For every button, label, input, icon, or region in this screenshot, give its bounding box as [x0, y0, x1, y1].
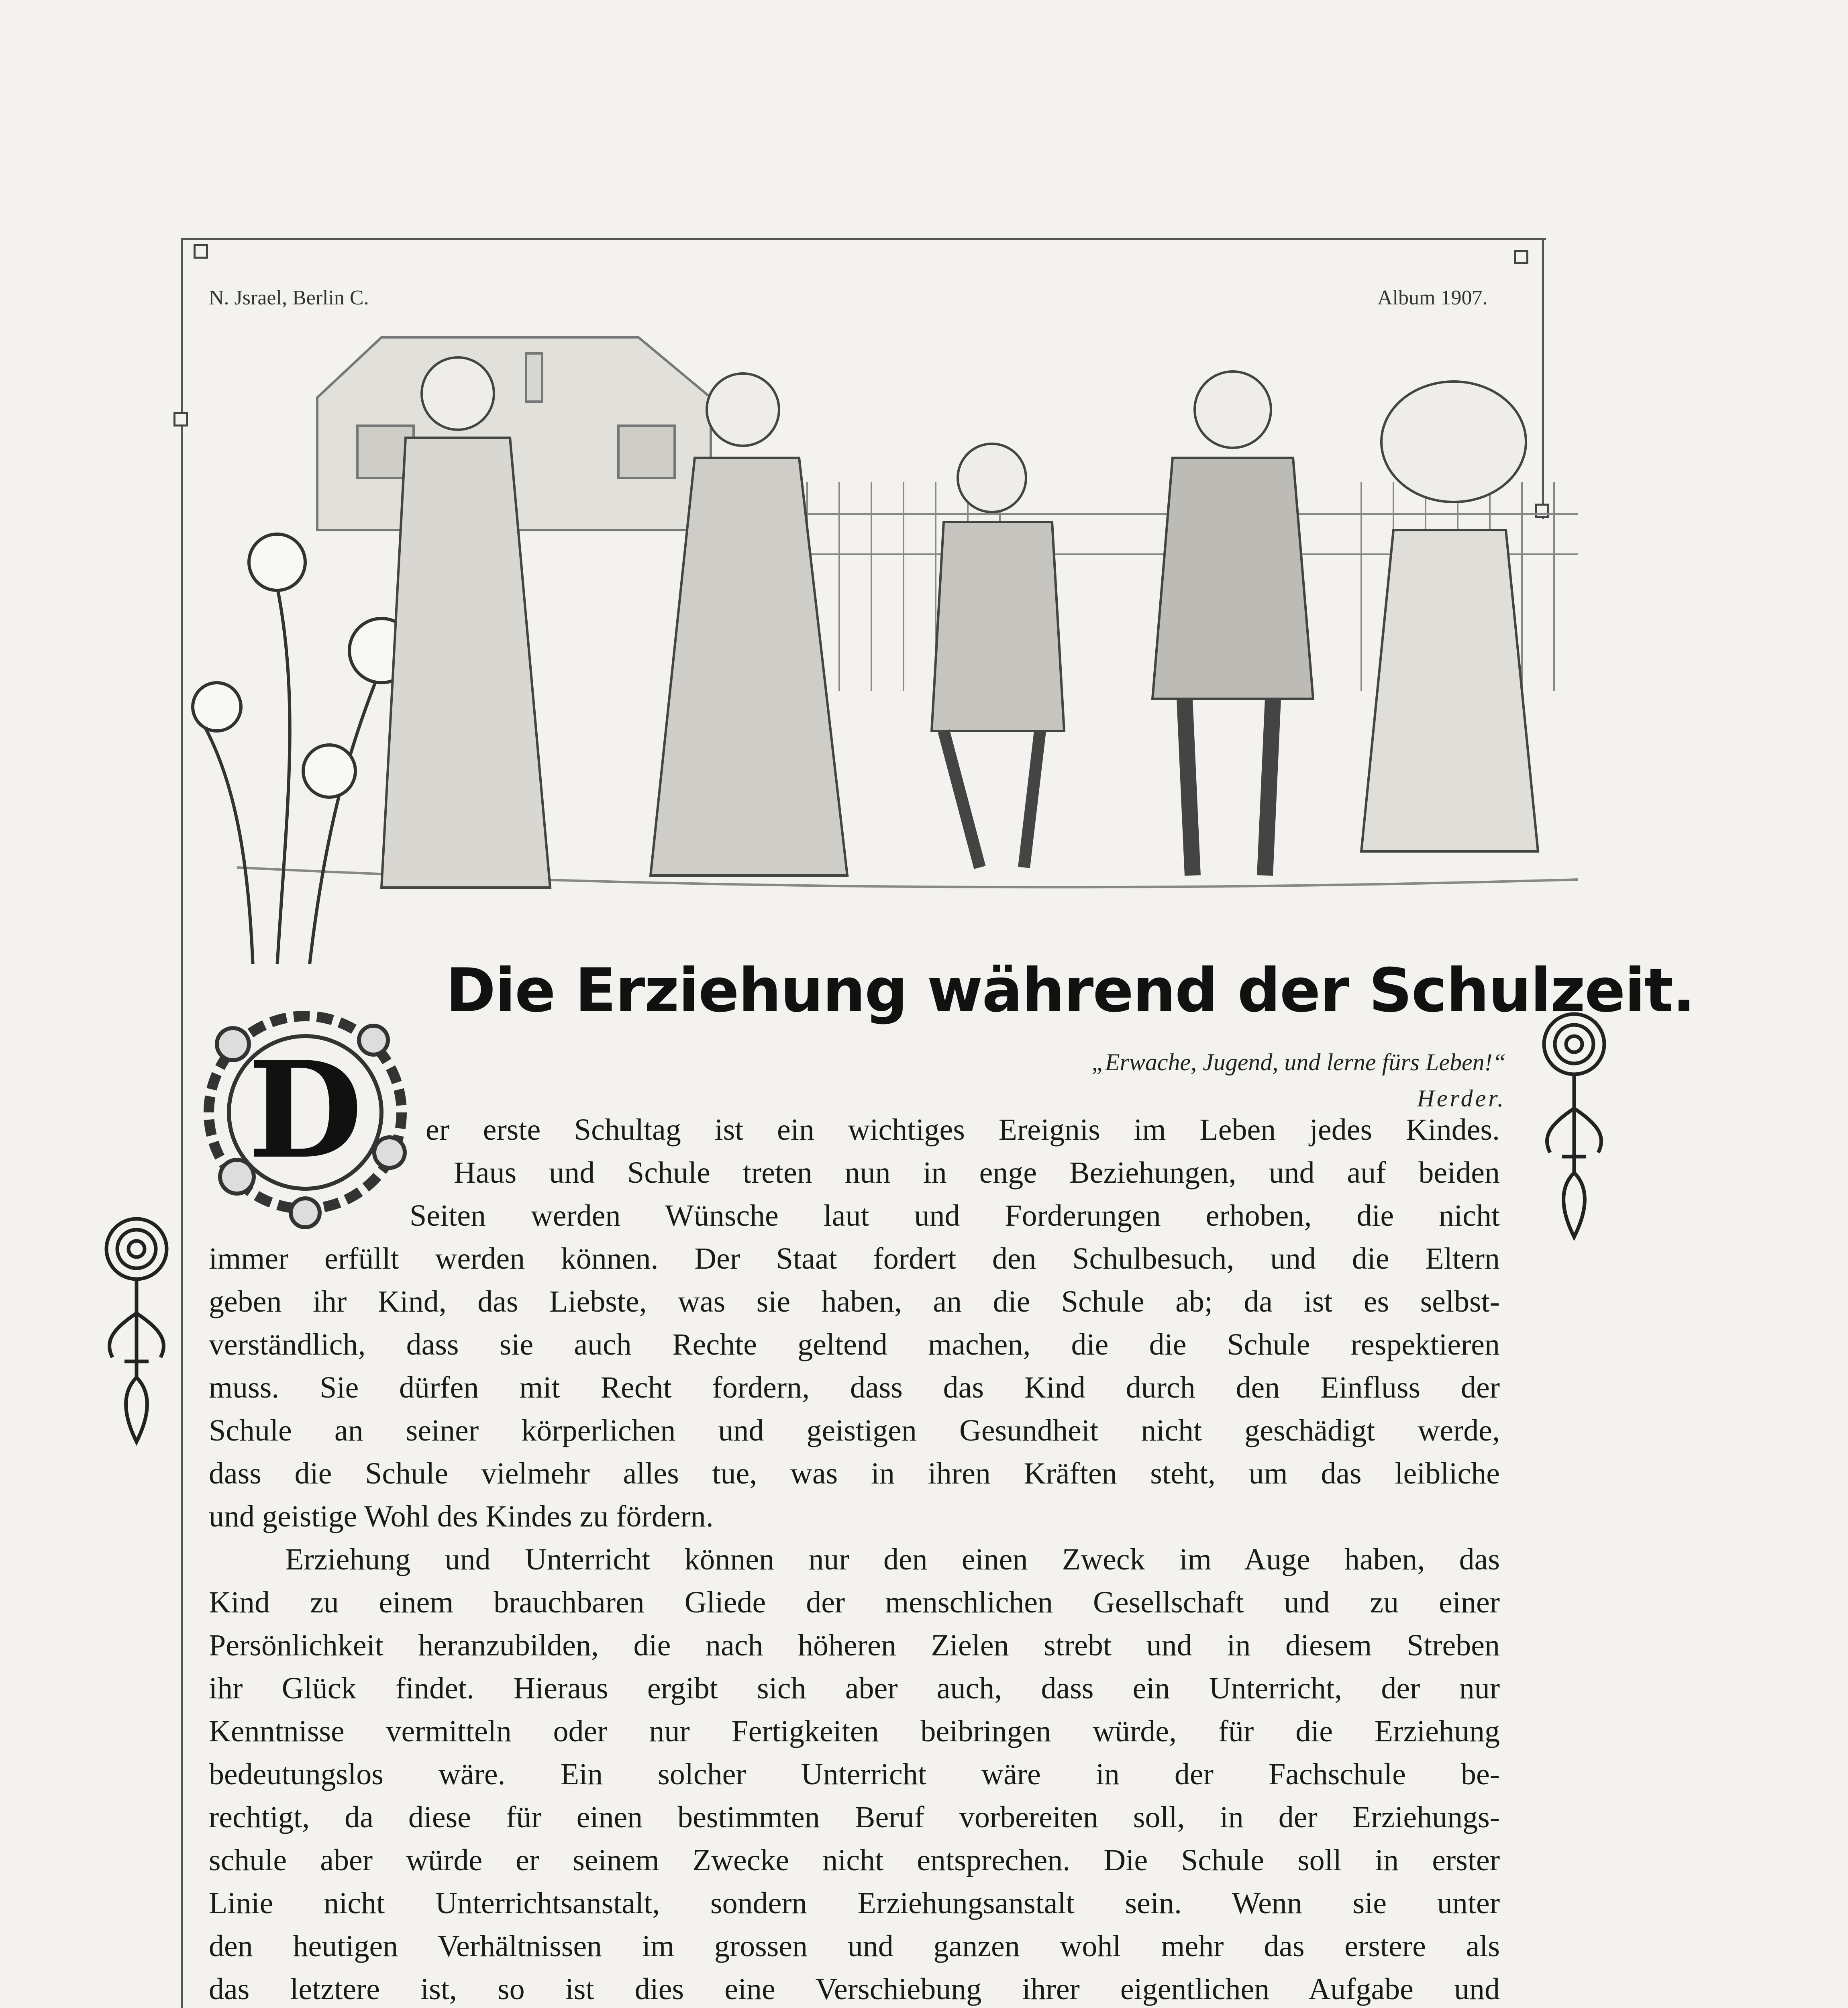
body-line: das letztere ist, so ist dies eine Verschiebung ihrer eigentlichen Aufgabe und: [209, 1972, 1500, 2006]
body-line: schule aber würde er seinem Zwecke nicht entsprechen. Die Schule soll in erster: [209, 1843, 1500, 1877]
body-line: Kenntnisse vermitteln oder nur Fertigkeiten beibringen würde, für die Erziehung: [209, 1714, 1500, 1748]
body-line: ihr Glück findet. Hieraus ergibt sich aber auch, dass ein Unterricht, der nur: [209, 1671, 1500, 1705]
body-line: verständlich, dass sie auch Rechte geltend machen, die die Schule respektieren: [209, 1328, 1500, 1361]
motto: [803, 1044, 1506, 1116]
body-line: Kind zu einem brauchbaren Gliede der menschlichen Gesellschaft und zu einer: [209, 1586, 1500, 1619]
body-line: dass die Schule vielmehr alles tue, was in ihren Kräften steht, um das leibliche: [209, 1457, 1500, 1490]
publisher-label: N. Jsrael, Berlin C.: [209, 286, 369, 309]
body-line: muss. Sie dürfen mit Recht fordern, dass das Kind durch den Einfluss der: [209, 1371, 1500, 1404]
body-line: er erste Schultag ist ein wichtiges Ereignis im Leben jedes Kindes.: [426, 1113, 1500, 1147]
body-line: bedeutungslos wäre. Ein solcher Unterricht wäre in der Fachschule be-: [209, 1757, 1500, 1791]
body-line: geben ihr Kind, das Liebste, was sie haben, an die Schule ab; da ist es selbst-: [209, 1285, 1500, 1318]
body-line: Erziehung und Unterricht können nur den einen Zweck im Auge haben, das: [285, 1543, 1500, 1576]
body-line: immer erfüllt werden können. Der Staat fordert den Schulbesuch, und die Eltern: [209, 1242, 1500, 1275]
corner-square-icon: [194, 244, 208, 259]
initial-letter: D: [247, 1032, 363, 1188]
illustration-children-icon: [157, 305, 1578, 964]
body-line: und geistige Wohl des Kindes zu fördern.: [209, 1500, 714, 1533]
motto-quote: „Erwache, Jugend, und lerne fürs Leben!“: [1091, 1049, 1506, 1075]
article-title: Die Erziehung während der Schulzeit.: [446, 956, 1695, 1026]
motto-author: Herder.: [1417, 1085, 1506, 1112]
body-line: den heutigen Verhältnissen im grossen und ganzen wohl mehr das erstere als: [209, 1929, 1500, 1963]
article-body: [209, 1108, 1500, 2008]
frame-top-rule: [181, 238, 1546, 240]
body-line: Linie nicht Unterrichtsanstalt, sondern Erziehungsanstalt sein. Wenn sie unter: [209, 1886, 1500, 1920]
body-line: Persönlichkeit heranzubilden, die nach höheren Zielen strebt und in diesem Streben: [209, 1628, 1500, 1662]
body-line: Seiten werden Wünsche laut und Forderungen erhoben, die nicht: [410, 1199, 1500, 1233]
spiral-ornament-icon: [1534, 1004, 1614, 1245]
spiral-ornament-icon: [96, 1209, 177, 1450]
body-line: Schule an seiner körperlichen und geistigen Gesundheit nicht geschädigt werde,: [209, 1414, 1500, 1447]
corner-square-icon: [1514, 250, 1528, 264]
album-label: Album 1907.: [1377, 286, 1488, 309]
body-line: rechtigt, da diese für einen bestimmten Beruf vorbereiten soll, in der Erziehungs-: [209, 1800, 1500, 1834]
body-line: Haus und Schule treten nun in enge Beziehungen, und auf beiden: [454, 1156, 1500, 1190]
